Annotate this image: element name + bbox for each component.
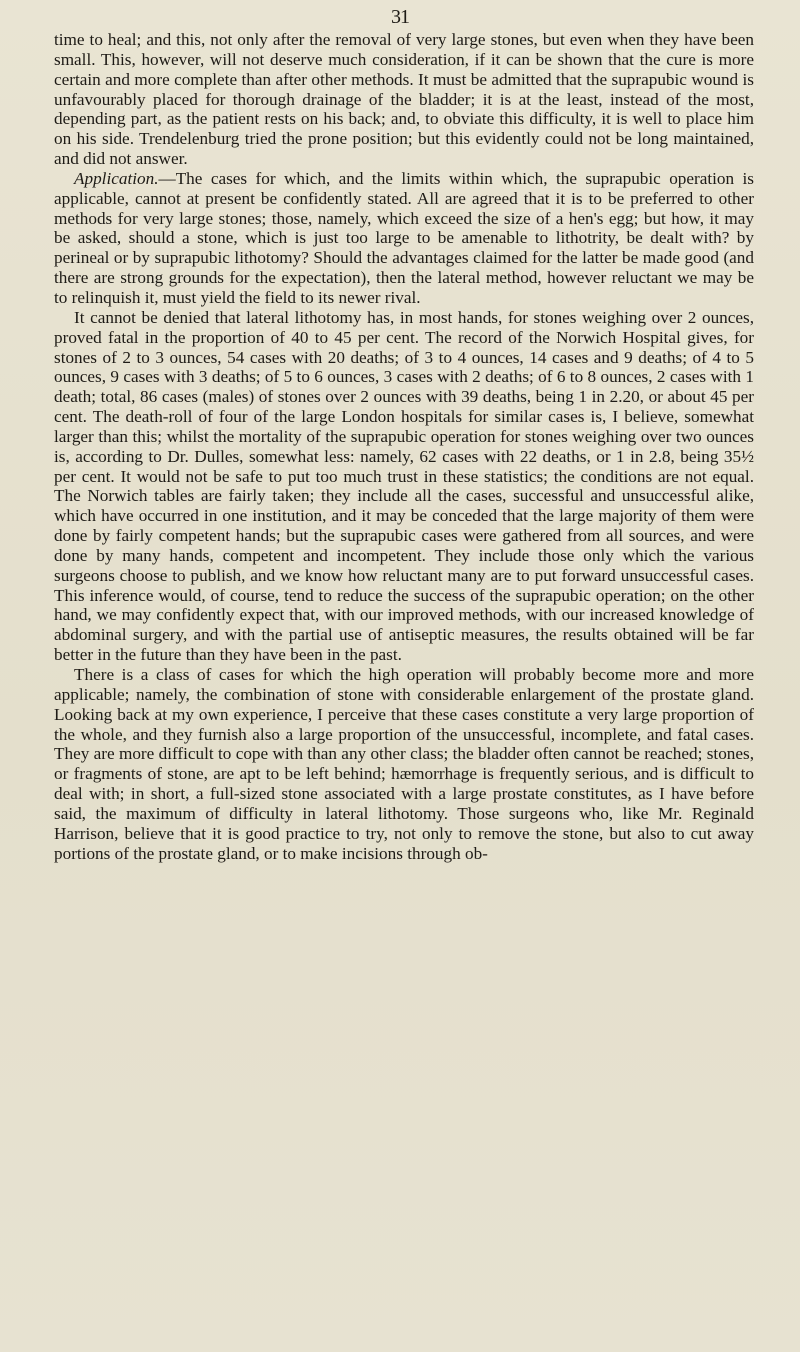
paragraph-application-text: —The cases for which, and the limits within which, the suprapubic operation is applicable, cannot at present be confidently stated. All are agreed that it is to be preferred to other methods for very large stones; those, namely, which exceed the size of a hen's egg; but how, it may be asked, should a stone, which is just too large to be amenable to lithotrity, be dealt with? by perineal or by suprapubic lithotomy? Should the advantages claimed for the latter be made good (and there are strong grounds for the expectation), then the lateral method, however reluctant we may be to relinquish it, must yield the field to its newer rival.	[54, 168, 754, 307]
paragraph-continuation: time to heal; and this, not only after the removal of very large stones, but even when they have been small. This, however, will not deserve much consideration, if it can be shown that the cure is more certain and more complete than after other methods. It must be admitted that the suprapubic wound is unfavourably placed for thorough drainage of the bladder; it is at the least, instead of the most, depending part, as the patient rests on his back; and, to obviate this difficulty, it is well to place him on his side. Trendelenburg tried the prone position; but this evidently could not be long maintained, and did not answer.	[54, 30, 754, 169]
paragraph-statistics: It cannot be denied that lateral lithotomy has, in most hands, for stones weighing over 2 ounces, proved fatal in the proportion of 40 to 45 per cent. The record of the Norwich Hospital gives, for stones of 2 to 3 ounces, 54 cases with 20 deaths; of 3 to 4 ounces, 14 cases and 9 deaths; of 4 to 5 ounces, 9 cases with 3 deaths; of 5 to 6 ounces, 3 cases with 2 deaths; of 6 to 8 ounces, 2 cases with 1 death; total, 86 cases (males) of stones over 2 ounces with 39 deaths, being 1 in 2.20, or about 45 per cent. The death-roll of four of the large London hospitals for similar cases is, I believe, somewhat larger than this; whilst the mortality of the suprapubic operation for stones weighing over two ounces is, according to Dr. Dulles, somewhat less: namely, 62 cases with 22 deaths, or 1 in 2.8, being 35½ per cent. It would not be safe to put too much trust in these statistics; the conditions are not equal. The Norwich tables are fairly taken; they include all the cases, successful and unsuccessful alike, which have occurred in one institution, and it may be conceded that the large majority of them were done by fairly competent hands; but the suprapubic cases were gathered from all sources, and were done by many hands, competent and incompetent. They include those only which the various surgeons choose to publish, and we know how reluctant many are to put forward unsuccessful cases. This inference would, of course, tend to reduce the success of the suprapubic operation; on the other hand, we may confidently expect that, with our improved methods, with our increased knowledge of abdominal surgery, and with the partial use of antiseptic measures, the results obtained will be far better in the future than they have been in the past.	[54, 307, 754, 665]
paragraph-prostate: There is a class of cases for which the high operation will probably become more and more applicable; namely, the combination of stone with considerable enlargement of the prostate gland. Looking back at my own experience, I perceive that these cases constitute a very large proportion of the whole, and they furnish also a large proportion of the unsuccessful, incomplete, and fatal cases. They are more difficult to cope with than any other class; the bladder often cannot be reached; stones, or fragments of stone, are apt to be left behind; hæmorrhage is frequently serious, and is difficult to deal with; in short, a full-sized stone associated with a large prostate constitutes, as I have before said, the maximum of difficulty in lateral lithotomy. Those surgeons who, like Mr. Reginald Harrison, believe that it is good practice to try, not only to remove the stone, but also to cut away portions of the prostate gland, or to make incisions through ob-	[54, 665, 754, 863]
page-number: 31	[391, 6, 409, 28]
paragraph-application	[54, 169, 754, 308]
section-heading-application: Application.	[74, 168, 159, 188]
body-text	[54, 30, 754, 863]
